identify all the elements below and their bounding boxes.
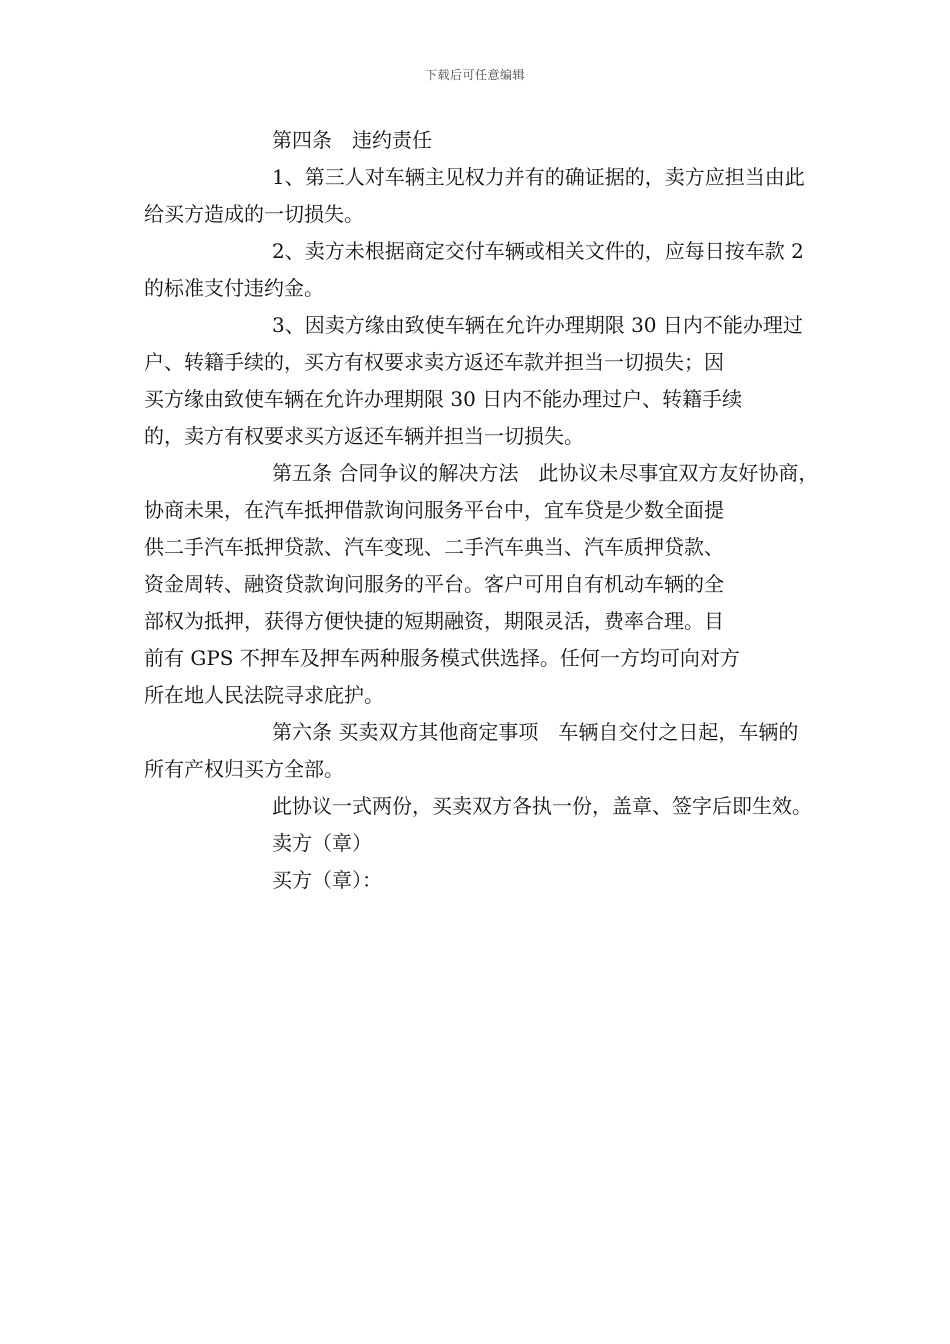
article-5-line-4: 资金周转、融资贷款询问服务的平台。客户可用自有机动车辆的全 [144,572,724,596]
article-4-heading: 第四条 违约责任 [272,128,432,152]
page-header-note: 下载后可任意编辑 [424,68,525,82]
article-5-line-1: 第五条 合同争议的解决方法 此协议未尽事宜双方友好协商， [272,461,819,485]
article-5-line-5: 部权为抵押，获得方便快捷的短期融资，期限灵活，费率合理。目 [144,609,724,633]
article-4-clause-3-line-3: 买方缘由致使车辆在允许办理期限 30 日内不能办理过户、转籍手续 [144,387,743,411]
article-4-clause-2-line-2: 的标准支付违约金。 [144,276,324,300]
buyer-signature-label: 买方（章）： [272,868,382,892]
article-4-clause-2-line-1: 2、卖方未根据商定交付车辆或相关文件的，应每日按车款 2 [272,239,804,263]
article-5-line-3: 供二手汽车抵押贷款、汽车变现、二手汽车典当、汽车质押贷款、 [144,535,724,559]
article-4-clause-3-line-2: 户、转籍手续的，买方有权要求卖方返还车款并担当一切损失；因 [144,350,724,374]
article-4-clause-1-line-1: 1、第三人对车辆主见权力并有的确证据的，卖方应担当由此 [272,165,805,189]
seller-signature-label: 卖方（章） [272,831,372,855]
article-6-line-1: 第六条 买卖双方其他商定事项 车辆自交付之日起，车辆的 [272,720,799,744]
article-5-line-7: 所在地人民法院寻求庇护。 [144,683,384,707]
article-6-line-2: 所有产权归买方全部。 [144,757,344,781]
article-4-clause-3-line-4: 的，卖方有权要求买方返还车辆并担当一切损失。 [144,424,584,448]
article-5-line-2: 协商未果，在汽车抵押借款询问服务平台中，宜车贷是少数全面提 [144,498,724,522]
document-body [144,122,819,899]
article-5-line-6: 前有 GPS 不押车及押车两种服务模式供选择。任何一方均可向对方 [144,646,740,670]
closing-copies-statement: 此协议一式两份，买卖双方各执一份，盖章、签字后即生效。 [272,794,812,818]
article-4-clause-3-line-1: 3、因卖方缘由致使车辆在允许办理期限 30 日内不能办理过 [272,313,803,337]
article-4-clause-1-line-2: 给买方造成的一切损失。 [144,202,364,226]
